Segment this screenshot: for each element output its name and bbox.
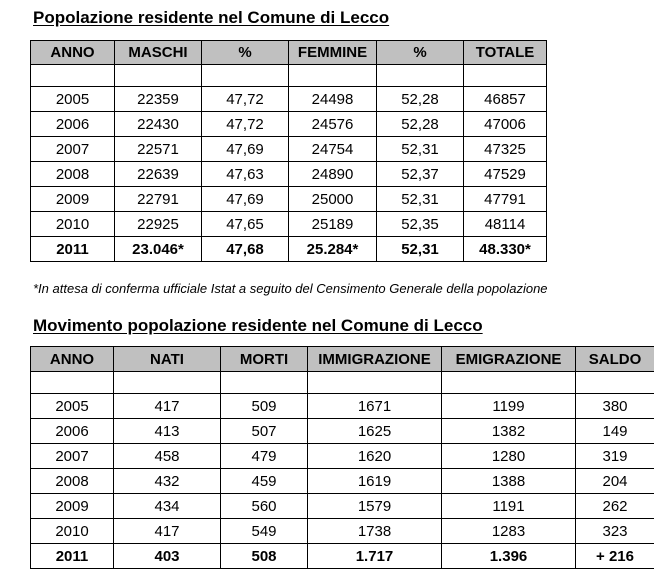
table-row	[31, 419, 654, 444]
table-cell	[377, 65, 464, 87]
table-header-row	[31, 347, 654, 372]
table-cell	[114, 372, 221, 394]
table-cell: 24890	[289, 162, 377, 187]
table-cell: 2006	[31, 112, 115, 137]
column-header: NATI	[114, 347, 221, 372]
table-cell: 52,35	[377, 212, 464, 237]
table-cell: 47,65	[202, 212, 289, 237]
table-cell: 47325	[464, 137, 547, 162]
total-cell: 2011	[31, 237, 115, 262]
table-cell: 1579	[308, 494, 442, 519]
total-cell: 1.717	[308, 544, 442, 569]
table-cell: 1619	[308, 469, 442, 494]
table-cell: 25189	[289, 212, 377, 237]
table-cell: 52,28	[377, 87, 464, 112]
total-cell: 47,68	[202, 237, 289, 262]
population-table-body	[31, 41, 547, 262]
table-cell: 262	[576, 494, 654, 519]
table-cell: 323	[576, 519, 654, 544]
column-header: TOTALE	[464, 41, 547, 65]
movement-table	[30, 346, 654, 569]
table-cell: 47,69	[202, 187, 289, 212]
table-row	[31, 112, 547, 137]
table-header-row	[31, 41, 547, 65]
table-cell: 22925	[115, 212, 202, 237]
table-row	[31, 212, 547, 237]
table-row	[31, 137, 547, 162]
table-cell: 204	[576, 469, 654, 494]
table-cell: 319	[576, 444, 654, 469]
total-cell: 52,31	[377, 237, 464, 262]
table-cell	[464, 65, 547, 87]
column-header: MASCHI	[115, 41, 202, 65]
column-header: IMMIGRAZIONE	[308, 347, 442, 372]
table-cell: 52,28	[377, 112, 464, 137]
table-cell: 2007	[31, 137, 115, 162]
table-cell	[308, 372, 442, 394]
table-cell: 432	[114, 469, 221, 494]
table-cell: 47,72	[202, 112, 289, 137]
column-header: %	[202, 41, 289, 65]
blank-row	[31, 65, 547, 87]
table-cell: 24754	[289, 137, 377, 162]
column-header: ANNO	[31, 41, 115, 65]
total-row	[31, 237, 547, 262]
table-cell: 413	[114, 419, 221, 444]
table-cell: 24576	[289, 112, 377, 137]
table-cell: 52,37	[377, 162, 464, 187]
table-cell	[31, 65, 115, 87]
table-cell: 1388	[442, 469, 576, 494]
table-row	[31, 519, 654, 544]
table-cell: 1382	[442, 419, 576, 444]
table-cell: 2008	[31, 162, 115, 187]
table-cell: 458	[114, 444, 221, 469]
table-cell: 2005	[31, 87, 115, 112]
population-table	[30, 40, 547, 262]
table-cell: 434	[114, 494, 221, 519]
table-cell: 2010	[31, 519, 114, 544]
table-cell	[115, 65, 202, 87]
table-cell: 149	[576, 419, 654, 444]
total-cell: 508	[221, 544, 308, 569]
table-cell: 1280	[442, 444, 576, 469]
table-cell: 1738	[308, 519, 442, 544]
total-cell: 2011	[31, 544, 114, 569]
table-cell	[289, 65, 377, 87]
table-cell: 46857	[464, 87, 547, 112]
table-cell	[31, 372, 114, 394]
column-header: %	[377, 41, 464, 65]
table-cell: 2010	[31, 212, 115, 237]
table-cell: 25000	[289, 187, 377, 212]
table-cell: 47791	[464, 187, 547, 212]
table-cell: 2006	[31, 419, 114, 444]
table-cell: 1283	[442, 519, 576, 544]
column-header: FEMMINE	[289, 41, 377, 65]
total-cell: 403	[114, 544, 221, 569]
table-cell: 52,31	[377, 137, 464, 162]
blank-row	[31, 372, 654, 394]
total-cell: 23.046*	[115, 237, 202, 262]
table-cell	[221, 372, 308, 394]
table-cell: 560	[221, 494, 308, 519]
table-cell: 22639	[115, 162, 202, 187]
total-row	[31, 544, 654, 569]
table-row	[31, 87, 547, 112]
table-row	[31, 187, 547, 212]
table-cell: 47006	[464, 112, 547, 137]
table-cell: 2005	[31, 394, 114, 419]
table-cell: 47,63	[202, 162, 289, 187]
table-cell: 22791	[115, 187, 202, 212]
table-row	[31, 162, 547, 187]
table-cell: 549	[221, 519, 308, 544]
table-cell: 1199	[442, 394, 576, 419]
table-cell: 22430	[115, 112, 202, 137]
total-cell: + 216	[576, 544, 654, 569]
table-cell: 47529	[464, 162, 547, 187]
total-cell: 48.330*	[464, 237, 547, 262]
table-cell: 47,69	[202, 137, 289, 162]
table-cell: 417	[114, 519, 221, 544]
table-cell: 1671	[308, 394, 442, 419]
movement-table-body	[31, 347, 654, 569]
population-table-title: Popolazione residente nel Comune di Lecco	[33, 8, 390, 27]
column-header: ANNO	[31, 347, 114, 372]
table-cell: 52,31	[377, 187, 464, 212]
total-cell: 25.284*	[289, 237, 377, 262]
table-cell: 22571	[115, 137, 202, 162]
table-row	[31, 444, 654, 469]
table-cell: 459	[221, 469, 308, 494]
table-row	[31, 494, 654, 519]
movement-table-title: Movimento popolazione residente nel Comune di Lecco	[33, 316, 483, 335]
table-cell: 507	[221, 419, 308, 444]
table-row	[31, 469, 654, 494]
table-cell: 1620	[308, 444, 442, 469]
table-cell	[442, 372, 576, 394]
table-cell	[202, 65, 289, 87]
column-header: MORTI	[221, 347, 308, 372]
total-cell: 1.396	[442, 544, 576, 569]
footnote: *In attesa di conferma ufficiale Istat a seguito del Censimento Generale della popolazione	[33, 281, 548, 296]
table-cell: 380	[576, 394, 654, 419]
table-row	[31, 394, 654, 419]
table-cell: 2007	[31, 444, 114, 469]
table-cell	[576, 372, 654, 394]
table-cell: 509	[221, 394, 308, 419]
column-header: EMIGRAZIONE	[442, 347, 576, 372]
table-cell: 479	[221, 444, 308, 469]
table-cell: 2009	[31, 187, 115, 212]
table-cell: 2008	[31, 469, 114, 494]
table-cell: 1625	[308, 419, 442, 444]
column-header: SALDO	[576, 347, 654, 372]
table-cell: 47,72	[202, 87, 289, 112]
table-cell: 417	[114, 394, 221, 419]
table-cell: 48114	[464, 212, 547, 237]
table-cell: 22359	[115, 87, 202, 112]
table-cell: 2009	[31, 494, 114, 519]
table-cell: 24498	[289, 87, 377, 112]
table-cell: 1191	[442, 494, 576, 519]
